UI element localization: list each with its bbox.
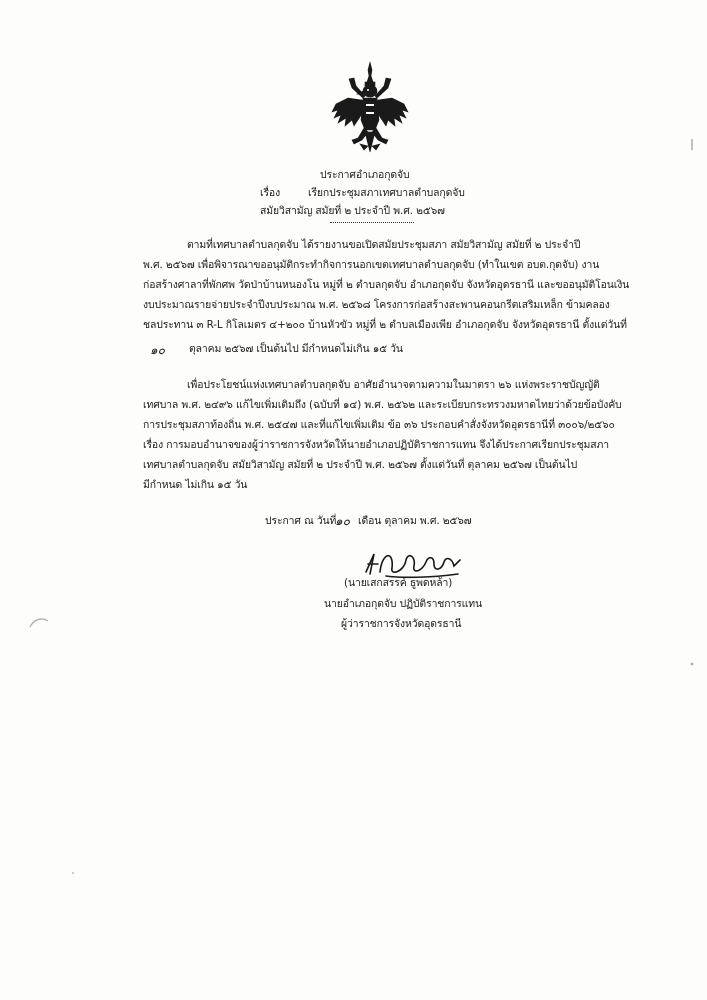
paragraph2-line4: เรื่อง การมอบอำนาจของผู้ว่าราชการจังหวัดให้นายอำเภอปฏิบัติราชการแทน จึงได้ประกาศเรียกประชุมสภา [143,439,610,451]
paragraph2-line1: เพื่อประโยชน์แห่งเทศบาลตำบลกุดจับ อาศัยอำนาจตามความในมาตรา ๒๖ แห่งพระราชบัญญัติ [187,379,600,391]
announcement-suffix: เดือน ตุลาคม พ.ศ. ๒๕๖๗ [358,515,472,527]
subject-session: สมัยวิสามัญ สมัยที่ ๒ ประจำปี พ.ศ. ๒๕๖๗ [260,205,445,217]
announcement-day: ๑๐ [335,514,350,528]
signer-governor: ผู้ว่าราชการจังหวัดอุดรธานี [341,618,462,630]
paragraph1-line6: ตุลาคม ๒๕๖๗ เป็นต้นไป มีกำหนดไม่เกิน ๑๕ วัน [189,343,403,355]
signer-name: (นายเสกสรรค์ ธูพดหล้า) [344,577,453,589]
paragraph2-line5: เทศบาลตำบลกุดจับ สมัยวิสามัญ สมัยที่ ๒ ประจำปี พ.ศ. ๒๕๖๗ ตั้งแต่วันที่ ตุลาคม ๒๕๖๗ เป็นต้นไป [143,459,578,471]
handwritten-date: ๑๐ [150,343,165,357]
signer-position: นายอำเภอกุดจับ ปฏิบัติราชการแทน [324,598,483,610]
separator-dots [330,222,414,223]
garuda-emblem-icon [330,60,410,155]
paragraph1-line5: ชลประทาน ๓ R-L กิโลเมตร ๔+๒๐๐ บ้านหัวขัว หมู่ที่ ๒ ตำบลเมืองเพีย อำเภอกุดจับ จังหวัดอุดรธานี ตั้งแต่วันที่ [143,319,627,331]
paragraph1-line1: ตามที่เทศบาลตำบลกุดจับ ได้รายงานขอเปิดสมัยประชุมสภา สมัยวิสามัญ สมัยที่ ๒ ประจำปี [187,239,581,251]
paragraph2-line6: มีกำหนด ไม่เกิน ๑๕ วัน [143,479,248,491]
paragraph2-line3: การประชุมสภาท้องถิ่น พ.ศ. ๒๕๔๗ และที่แก้ไขเพิ่มเติม ข้อ ๓๖ ประกอบคำสั่งจังหวัดอุดรธานีที่ ๓๐๐๖/๒๕๖๐ [143,419,615,431]
announcement-prefix: ประกาศ ณ วันที่ [265,515,337,527]
paragraph1-line4: งบประมาณรายจ่ายประจำปีงบประมาณ พ.ศ. ๒๕๖๘ โครงการก่อสร้างสะพานคอนกรีตเสริมเหล็ก ข้ามคลอง [143,299,610,311]
scan-mark [70,870,76,876]
paragraph1-line2: พ.ศ. ๒๕๖๗ เพื่อพิจารณาขออนุมัติกระทำกิจการนอกเขตเทศบาลตำบลกุดจับ (ทำในเขต อบต.กุดจับ) งาน [143,259,600,271]
scan-mark [688,660,696,668]
paragraph2-line2: เทศบาล พ.ศ. ๒๔๙๖ แก้ไขเพิ่มเติมถึง (ฉบับที่ ๑๔) พ.ศ. ๒๕๖๒ และระเบียบกระทรวงมหาดไทยว่าด้วยข้อบังคับ [143,399,622,411]
scan-mark [688,138,696,152]
document-title: ประกาศอำเภอกุดจับ [320,169,410,181]
paragraph1-line3: ก่อสร้างศาลาที่พักศพ วัดป่าบ้านหนองโน หมู่ที่ ๒ ตำบลกุดจับ อำเภอกุดจับ จังหวัดอุดรธานี และขออนุมัติโอนเงิน [143,279,630,291]
scan-mark [28,615,50,629]
subject-text: เรียกประชุมสภาเทศบาลตำบลกุดจับ [308,187,465,199]
subject-label: เรื่อง [260,187,281,199]
